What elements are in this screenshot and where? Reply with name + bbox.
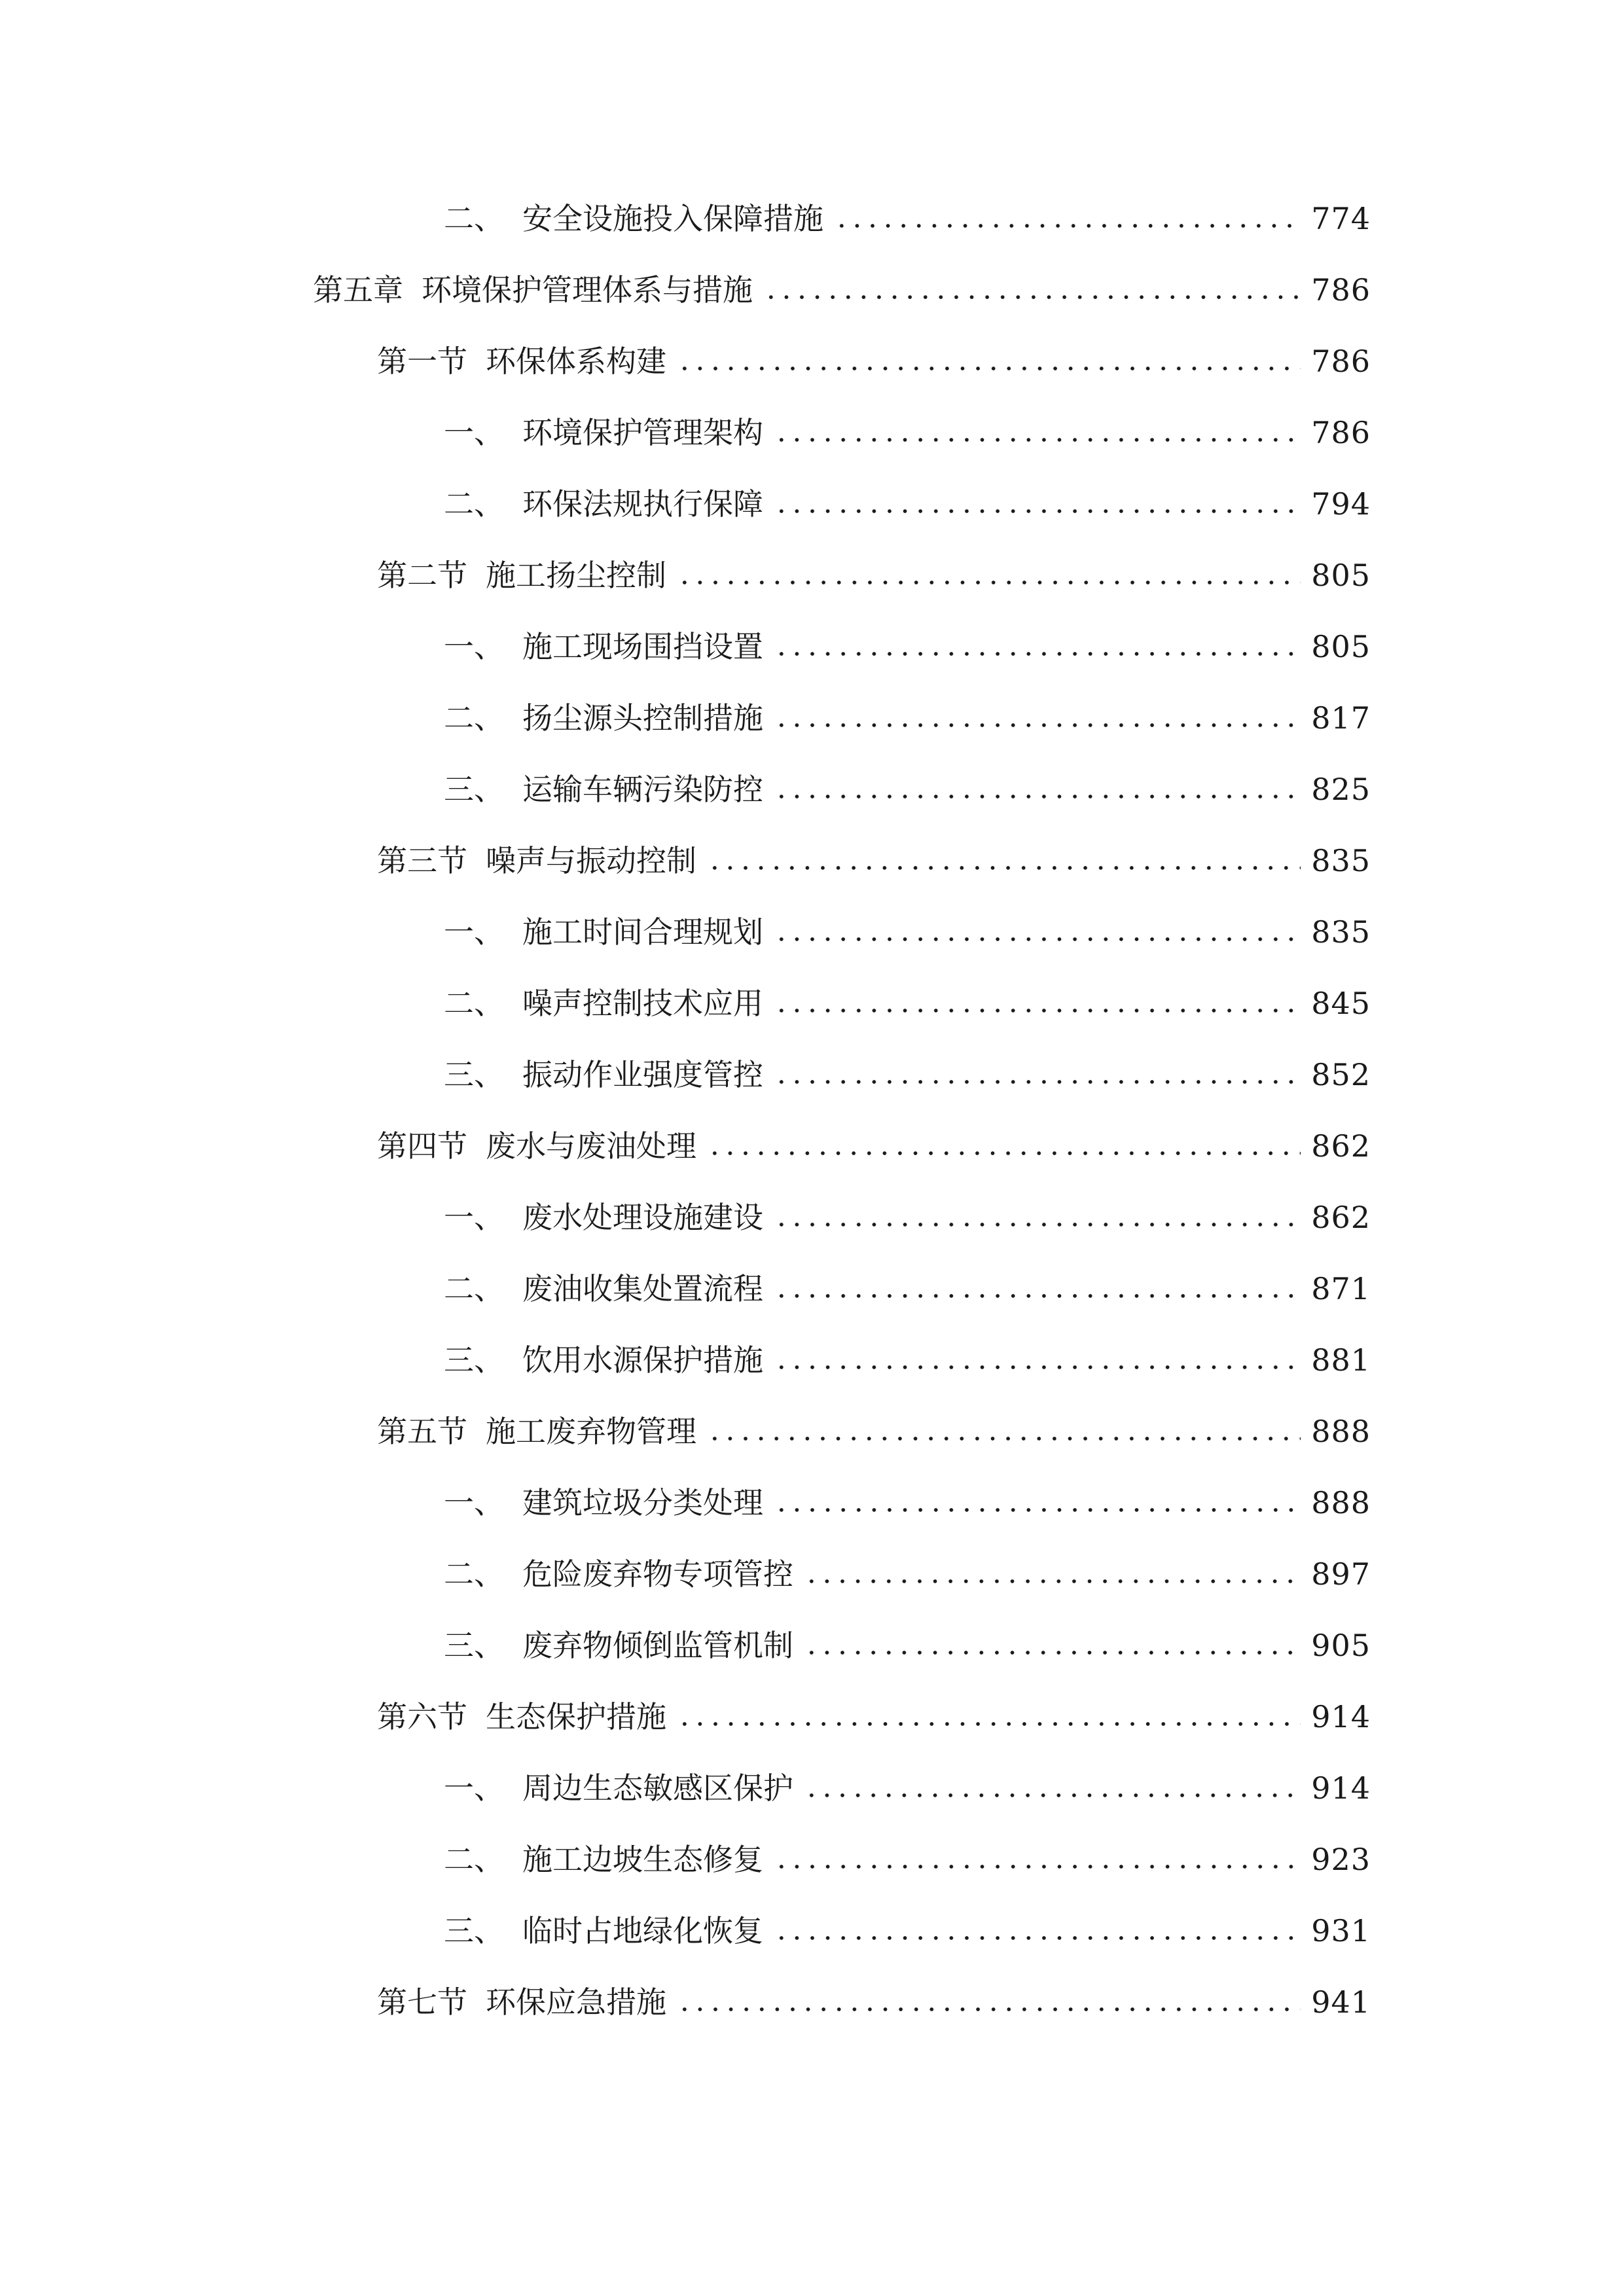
toc-entry-number: 第三节 [377, 843, 467, 878]
dot-leader [707, 1151, 1301, 1156]
dot-leader [774, 1935, 1301, 1941]
toc-entry[interactable] [377, 834, 1371, 887]
toc-entry[interactable] [444, 1762, 1371, 1814]
toc-entry-title: 扬尘源头控制措施 [522, 700, 763, 736]
toc-entry[interactable] [313, 264, 1371, 316]
toc-entry-title: 临时占地绿化恢复 [522, 1913, 763, 1948]
dot-leader [774, 651, 1301, 656]
toc-entry-title: 环境保护管理体系与措施 [422, 272, 753, 308]
toc-entry-title: 危险废弃物专项管控 [522, 1556, 793, 1592]
toc-entry[interactable] [444, 478, 1371, 530]
toc-entry-title: 饮用水源保护措施 [522, 1342, 763, 1378]
dot-leader [774, 1864, 1301, 1869]
toc-entry-number: 三、 [444, 772, 504, 807]
dot-leader [774, 1008, 1301, 1013]
toc-entry-title: 生态保护措施 [486, 1699, 666, 1734]
toc-entry-page: 805 [1311, 629, 1371, 664]
toc-entry-title: 振动作业强度管控 [522, 1057, 763, 1092]
dot-leader [774, 1293, 1301, 1299]
toc-entry-title: 施工现场围挡设置 [522, 629, 763, 664]
toc-entry-number: 一、 [444, 1200, 504, 1235]
toc-entry-number: 一、 [444, 1485, 504, 1520]
toc-entry-number: 三、 [444, 1057, 504, 1092]
toc-entry-page: 817 [1311, 700, 1371, 736]
toc-entry-title: 施工扬尘控制 [486, 558, 666, 593]
dot-leader [677, 1721, 1301, 1727]
toc-entry-number: 三、 [444, 1628, 504, 1663]
dot-leader [707, 1436, 1301, 1441]
dot-leader [774, 509, 1301, 514]
toc-entry-number: 二、 [444, 986, 504, 1021]
toc-entry-page: 835 [1311, 914, 1371, 950]
toc-entry-title: 废油收集处置流程 [522, 1271, 763, 1306]
toc-entry[interactable] [444, 406, 1371, 459]
toc-entry-title: 周边生态敏感区保护 [522, 1770, 793, 1806]
toc-entry-number: 第七节 [377, 1984, 467, 2020]
toc-entry-number: 第五章 [313, 272, 403, 308]
toc-entry-number: 二、 [444, 1842, 504, 1877]
toc-entry[interactable] [444, 1833, 1371, 1886]
toc-entry[interactable] [444, 192, 1371, 245]
toc-entry[interactable] [444, 906, 1371, 958]
toc-entry-page: 888 [1311, 1414, 1371, 1449]
toc-entry-page: 794 [1311, 486, 1371, 522]
toc-entry-number: 第五节 [377, 1414, 467, 1449]
toc-entry-page: 862 [1311, 1200, 1371, 1235]
toc-entry-number: 二、 [444, 201, 504, 236]
toc-entry-number: 第四节 [377, 1128, 467, 1164]
toc-entry-title: 废水处理设施建设 [522, 1200, 763, 1235]
toc-entry[interactable] [377, 1405, 1371, 1458]
dot-leader [677, 366, 1301, 371]
dot-leader [834, 223, 1301, 228]
toc-entry-title: 环境保护管理架构 [522, 415, 763, 450]
toc-entry-number: 第二节 [377, 558, 467, 593]
toc-entry-title: 环保体系构建 [486, 344, 666, 379]
toc-entry-number: 二、 [444, 1271, 504, 1306]
dot-leader [774, 794, 1301, 799]
toc-entry-page: 881 [1311, 1342, 1371, 1378]
dot-leader [804, 1579, 1301, 1584]
toc-entry[interactable] [377, 1120, 1371, 1172]
toc-entry-number: 三、 [444, 1913, 504, 1948]
toc-entry[interactable] [444, 1619, 1371, 1672]
dot-leader [774, 1365, 1301, 1370]
dot-leader [774, 1079, 1301, 1085]
toc-entry-number: 一、 [444, 415, 504, 450]
toc-entry-page: 786 [1311, 415, 1371, 450]
toc-entry[interactable] [444, 977, 1371, 1030]
toc-entry-title: 施工边坡生态修复 [522, 1842, 763, 1877]
toc-entry-title: 环保应急措施 [486, 1984, 666, 2020]
toc-entry-title: 建筑垃圾分类处理 [522, 1485, 763, 1520]
toc-entry-page: 786 [1311, 272, 1371, 308]
dot-leader [763, 295, 1301, 300]
toc-entry-page: 914 [1311, 1770, 1371, 1806]
toc-entry-title: 废水与废油处理 [486, 1128, 696, 1164]
toc-entry[interactable] [377, 335, 1371, 387]
toc-entry-number: 一、 [444, 629, 504, 664]
toc-entry[interactable] [444, 620, 1371, 673]
toc-entry[interactable] [444, 1477, 1371, 1529]
toc-entry-page: 835 [1311, 843, 1371, 878]
toc-entry-number: 一、 [444, 914, 504, 950]
dot-leader [774, 723, 1301, 728]
toc-entry-page: 805 [1311, 558, 1371, 593]
dot-leader [804, 1793, 1301, 1798]
toc-entry-title: 施工时间合理规划 [522, 914, 763, 950]
toc-entry-page: 931 [1311, 1913, 1371, 1948]
toc-entry-page: 774 [1311, 201, 1371, 236]
toc-entry-title: 环保法规执行保障 [522, 486, 763, 522]
toc-entry[interactable] [377, 549, 1371, 601]
toc-entry[interactable] [377, 1976, 1371, 2028]
toc-entry-number: 二、 [444, 700, 504, 736]
dot-leader [677, 2007, 1301, 2012]
toc-entry-page: 914 [1311, 1699, 1371, 1734]
toc-entry-number: 第一节 [377, 344, 467, 379]
toc-entry[interactable] [444, 763, 1371, 816]
toc-entry[interactable] [444, 1191, 1371, 1244]
dot-leader [804, 1650, 1301, 1655]
toc-entry[interactable] [444, 1548, 1371, 1600]
dot-leader [774, 437, 1301, 442]
dot-leader [774, 1222, 1301, 1227]
toc-entry-title: 废弃物倾倒监管机制 [522, 1628, 793, 1663]
toc-entry-title: 噪声与振动控制 [486, 843, 696, 878]
toc-entry[interactable] [444, 1905, 1371, 1957]
toc-entry[interactable] [444, 1334, 1371, 1386]
toc-entry-page: 786 [1311, 344, 1371, 379]
toc-entry-page: 923 [1311, 1842, 1371, 1877]
toc-entry-page: 845 [1311, 986, 1371, 1021]
toc-entry-page: 852 [1311, 1057, 1371, 1092]
toc-entry[interactable] [377, 1691, 1371, 1743]
toc-entry-page: 825 [1311, 772, 1371, 807]
dot-leader [774, 1507, 1301, 1513]
toc-entry-title: 施工废弃物管理 [486, 1414, 696, 1449]
toc-entry-number: 三、 [444, 1342, 504, 1378]
toc-entry-title: 噪声控制技术应用 [522, 986, 763, 1021]
toc-entry-page: 897 [1311, 1556, 1371, 1592]
dot-leader [707, 865, 1301, 870]
dot-leader [774, 937, 1301, 942]
toc-entry-number: 第六节 [377, 1699, 467, 1734]
toc-entry[interactable] [444, 1049, 1371, 1101]
toc-entry[interactable] [444, 1263, 1371, 1315]
toc-entry-title: 安全设施投入保障措施 [522, 201, 823, 236]
toc-entry-number: 二、 [444, 486, 504, 522]
toc-entry-number: 二、 [444, 1556, 504, 1592]
toc-entry-title: 运输车辆污染防控 [522, 772, 763, 807]
toc-entry-number: 一、 [444, 1770, 504, 1806]
toc-entry-page: 941 [1311, 1984, 1371, 2020]
dot-leader [677, 580, 1301, 585]
toc-entry-page: 888 [1311, 1485, 1371, 1520]
toc-entry-page: 871 [1311, 1271, 1371, 1306]
toc-entry-page: 905 [1311, 1628, 1371, 1663]
toc-entry-page: 862 [1311, 1128, 1371, 1164]
toc-entry[interactable] [444, 692, 1371, 744]
